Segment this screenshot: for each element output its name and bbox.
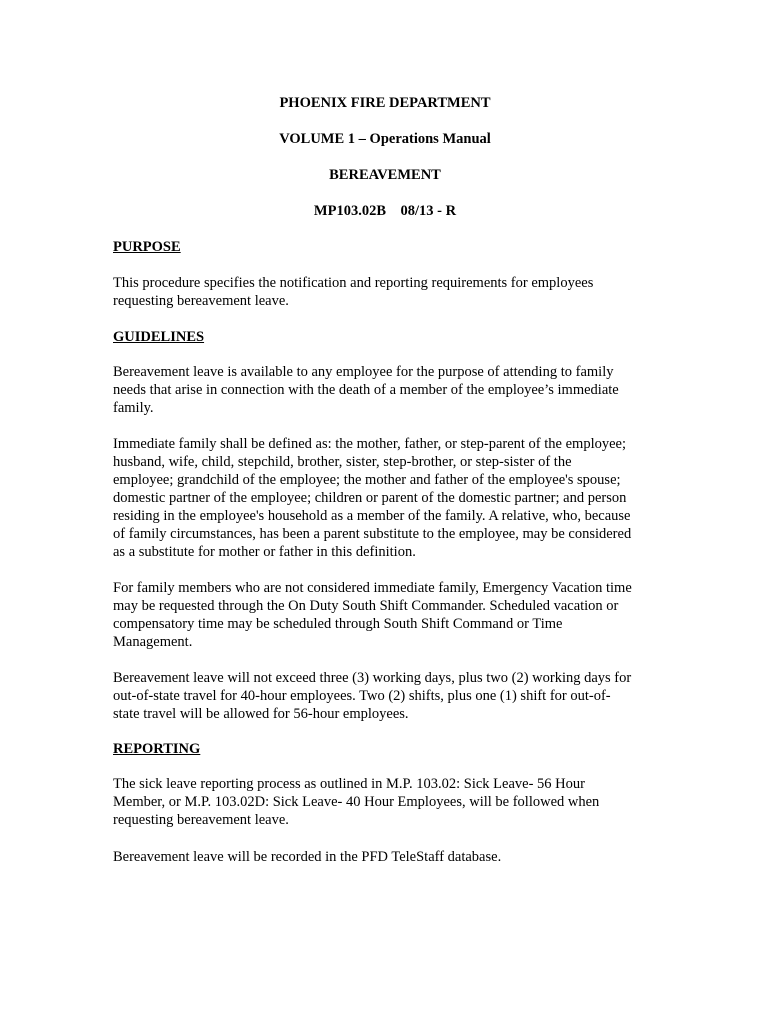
text-line: as a substitute for mother or father in this definition.	[113, 544, 416, 560]
text-line: Management.	[113, 634, 193, 650]
text-line: This procedure specifies the notification and reporting requirements for employees	[113, 275, 594, 291]
guidelines-heading: GUIDELINES	[113, 329, 205, 345]
purpose-paragraph	[113, 274, 673, 310]
text-line: For family members who are not considered immediate family, Emergency Vacation time	[113, 580, 632, 596]
text-line: Bereavement leave will not exceed three (3) working days, plus two (2) working days for	[113, 670, 632, 686]
text-line: employee; grandchild of the employee; the mother and father of the employee's spouse;	[113, 472, 621, 488]
purpose-heading: PURPOSE	[113, 239, 181, 255]
guidelines-paragraph-3	[113, 579, 673, 651]
text-line: needs that arise in connection with the death of a member of the employee’s immediate	[113, 382, 619, 398]
reporting-paragraph-1	[113, 775, 673, 829]
text-line: Bereavement leave will be recorded in the PFD TeleStaff database.	[113, 849, 502, 865]
text-line: requesting bereavement leave.	[113, 293, 289, 309]
text-line: compensatory time may be scheduled through South Shift Command or Time	[113, 616, 563, 632]
text-line: Immediate family shall be defined as: the mother, father, or step-parent of the employee;	[113, 436, 626, 452]
guidelines-paragraph-4	[113, 669, 673, 723]
topic-title: BEREAVEMENT	[329, 167, 441, 183]
text-line: Bereavement leave is available to any employee for the purpose of attending to family	[113, 364, 614, 380]
guidelines-paragraph-2	[113, 435, 673, 561]
text-line: of family circumstances, has been a parent substitute to the employee, may be considered	[113, 526, 632, 542]
procedure-code: MP103.02B 08/13 - R	[313, 203, 457, 219]
text-line: residing in the employee's household as a member of the family. A relative, who, because	[113, 508, 631, 524]
reporting-heading: REPORTING	[113, 741, 201, 757]
text-line: husband, wife, child, stepchild, brother, sister, step-brother, or step-sister of the	[113, 454, 572, 470]
text-line: out-of-state travel for 40-hour employees. Two (2) shifts, plus one (1) shift for out-of-	[113, 688, 611, 704]
text-line: family.	[113, 400, 154, 416]
department-title: PHOENIX FIRE DEPARTMENT	[279, 95, 491, 111]
text-line: The sick leave reporting process as outlined in M.P. 103.02: Sick Leave- 56 Hour	[113, 776, 585, 792]
text-line: domestic partner of the employee; children or parent of the domestic partner; and person	[113, 490, 627, 506]
guidelines-paragraph-1	[113, 363, 673, 417]
reporting-paragraph-2	[113, 848, 673, 866]
text-line: requesting bereavement leave.	[113, 812, 289, 828]
volume-title: VOLUME 1 – Operations Manual	[279, 131, 491, 147]
text-line: may be requested through the On Duty South Shift Commander. Scheduled vacation or	[113, 598, 619, 614]
text-line: Member, or M.P. 103.02D: Sick Leave- 40 Hour Employees, will be followed when	[113, 794, 600, 810]
text-line: state travel will be allowed for 56-hour employees.	[113, 706, 409, 722]
